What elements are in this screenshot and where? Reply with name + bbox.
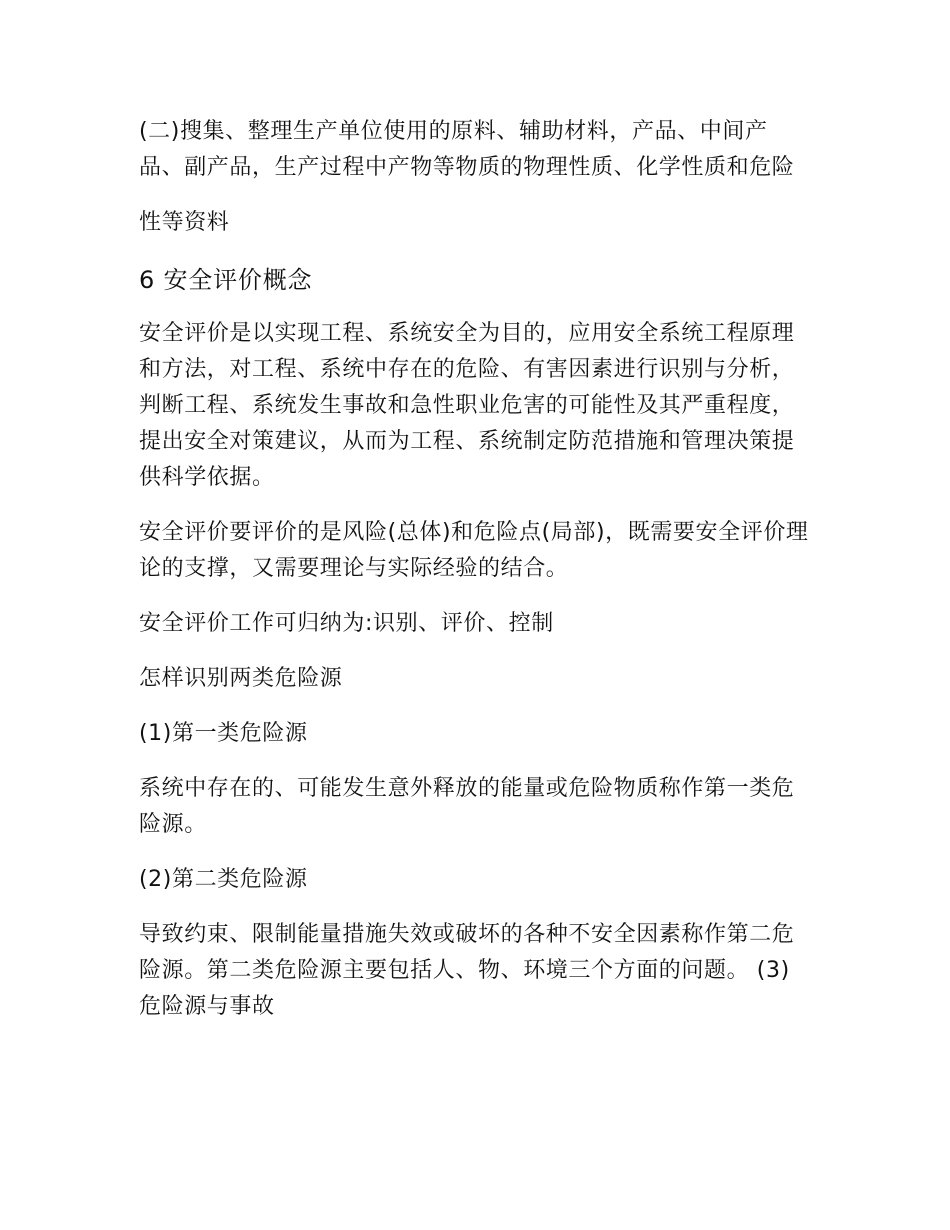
document-body: [139, 114, 811, 1044]
paragraph-first-hazard-title: (1)第一类危险源: [139, 721, 308, 746]
section-heading-safety-evaluation: 6 安全评价概念: [139, 266, 313, 294]
paragraph-evaluation-definition: 安全评价是以实现工程、系统安全为目的，应用安全系统工程原理和方法，对工程、系统中存在的危险、有害因素进行识别与分析，判断工程、系统发生事故和急性职业危害的可能性及其严重程度，提出安全对策建议，从而为工程、系统制定防范措施和管理决策提供科学依据。: [139, 321, 795, 490]
paragraph-evaluation-steps: 安全评价工作可归纳为:识别、评价、控制: [139, 611, 554, 636]
paragraph-evaluation-scope: 安全评价要评价的是风险(总体)和危险点(局部)，既需要安全评价理论的支撑，又需要理论与实际经验的结合。: [139, 520, 809, 581]
paragraph-second-hazard-definition: 导致约束、限制能量措施失效或破坏的各种不安全因素称作第二危险源。第二类危险源主要包括人、物、环境三个方面的问题。 (3)危险源与事故: [139, 922, 795, 1019]
paragraph-materials-continuation: 性等资料: [139, 210, 230, 235]
paragraph-identify-hazards: 怎样识别两类危险源: [139, 666, 343, 691]
paragraph-second-hazard-title: (2)第二类危险源: [139, 867, 308, 892]
paragraph-first-hazard-definition: 系统中存在的、可能发生意外释放的能量或危险物质称作第一类危险源。: [139, 776, 795, 837]
paragraph-materials-collection: (二)搜集、整理生产单位使用的原料、辅助材料，产品、中间产品、副产品，生产过程中产物等物质的物理性质、化学性质和危险: [139, 119, 795, 180]
